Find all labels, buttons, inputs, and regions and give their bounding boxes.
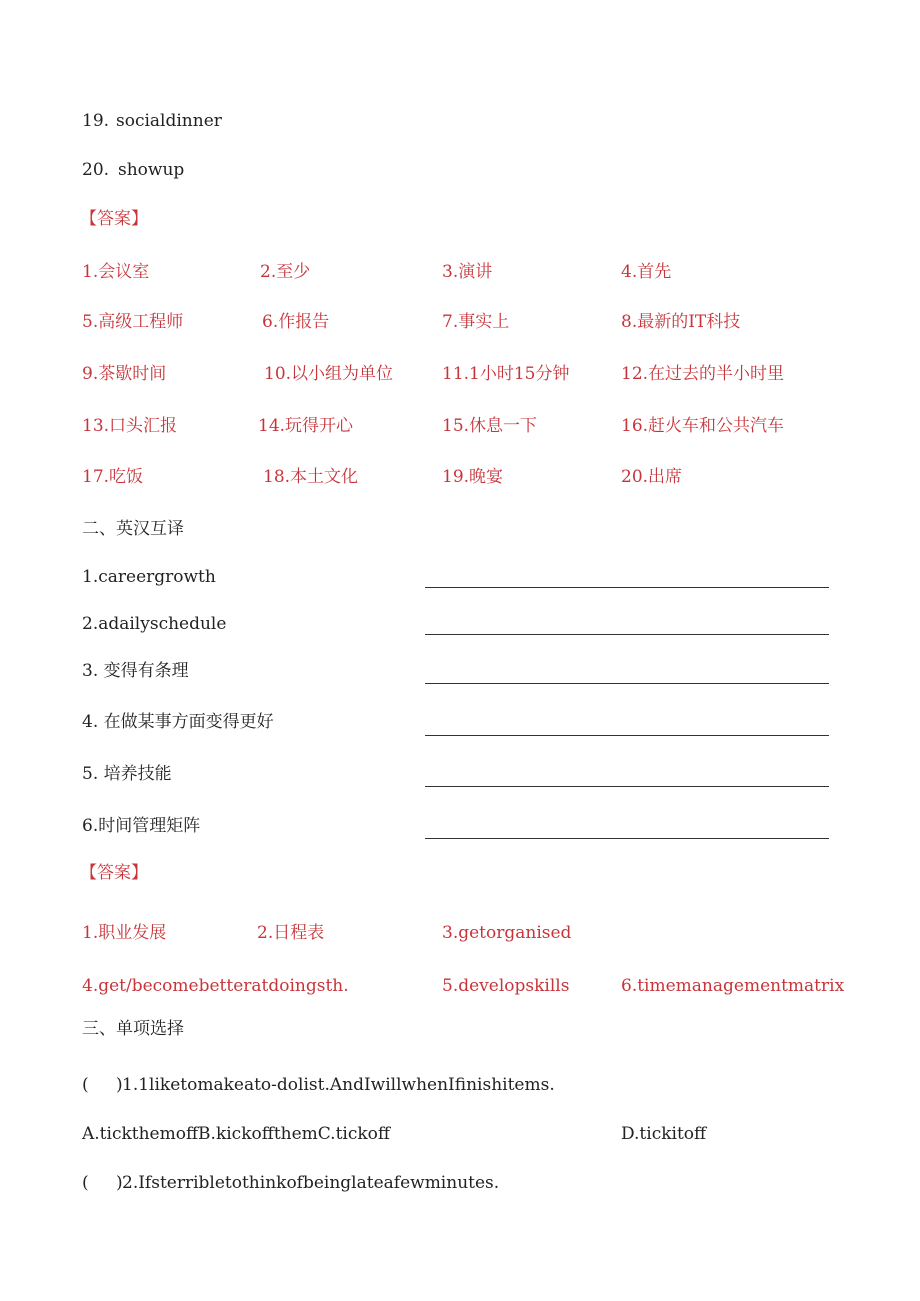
translate-item-1: 1.careergrowth (82, 567, 216, 587)
answer-1-20: 20.出席 (621, 467, 683, 487)
answer-1-7: 7.事实上 (442, 312, 510, 332)
answer-blank-line-5[interactable] (425, 786, 829, 787)
answer-1-18: 18.本土文化 (263, 467, 359, 487)
answer-1-19: 19.晚宴 (442, 467, 504, 487)
answer-1-17: 17.吃饭 (82, 467, 144, 487)
translate-item-6: 6.时间管理矩阵 (82, 816, 201, 836)
answer-1-3: 3.演讲 (442, 262, 493, 282)
question-1-close-paren: ) (116, 1075, 123, 1095)
answer-blank-line-6[interactable] (425, 838, 829, 839)
answer-1-8: 8.最新的IT科技 (621, 312, 741, 332)
answer-blank-line-2[interactable] (425, 634, 829, 635)
question-2-close-paren: ) (116, 1173, 123, 1193)
answer-label-2: 【答案】 (80, 863, 148, 883)
answer-2-5: 5.developskills (442, 976, 570, 996)
question-1-options-abc: A.tickthemoffB.kickoffthemC.tickoff (82, 1124, 390, 1144)
section-3-title: 三、单项选择 (82, 1019, 184, 1039)
answer-blank-line-4[interactable] (425, 735, 829, 736)
question-2-answer-blank[interactable] (96, 1175, 114, 1193)
question-2-text: 2.Ifsterribletothinkofbeinglateafewminutes. (122, 1173, 500, 1193)
answer-1-6: 6.作报告 (262, 312, 330, 332)
answer-1-1: 1.会议室 (82, 262, 150, 282)
answer-1-10: 10.以小组为单位 (264, 364, 394, 384)
answer-label-1: 【答案】 (80, 209, 148, 229)
answer-1-4: 4.首先 (621, 262, 672, 282)
section-2-title: 二、英汉互译 (82, 519, 184, 539)
question-1-text: 1.1liketomakeato-dolist.AndIwillwhenIfinishitems. (122, 1075, 555, 1095)
question-2-open-paren: ( (82, 1173, 89, 1193)
question-1-open-paren: ( (82, 1075, 89, 1095)
answer-2-2: 2.日程表 (257, 923, 325, 943)
answer-2-6: 6.timemanagementmatrix (621, 976, 845, 996)
vocab-item-20-text: showup (118, 160, 185, 180)
translate-item-3: 3. 变得有条理 (82, 661, 189, 681)
question-1-option-d: D.tickitoff (621, 1124, 707, 1144)
answer-2-3: 3.getorganised (442, 923, 572, 943)
answer-1-16: 16.赶火车和公共汽车 (621, 416, 785, 436)
answer-1-11: 11.1小时15分钟 (442, 364, 570, 384)
translate-item-2: 2.adailyschedule (82, 614, 227, 634)
vocab-item-19-num: 19. (82, 111, 110, 131)
vocab-item-20-num: 20. (82, 160, 110, 180)
question-1-answer-blank[interactable] (96, 1077, 114, 1095)
answer-1-12: 12.在过去的半小时里 (621, 364, 785, 384)
answer-blank-line-3[interactable] (425, 683, 829, 684)
answer-1-14: 14.玩得开心 (258, 416, 354, 436)
answer-1-13: 13.口头汇报 (82, 416, 178, 436)
answer-1-5: 5.高级工程师 (82, 312, 184, 332)
answer-blank-line-1[interactable] (425, 587, 829, 588)
answer-2-1: 1.职业发展 (82, 923, 167, 943)
answer-1-2: 2.至少 (260, 262, 311, 282)
vocab-item-19-text: socialdinner (116, 111, 222, 131)
translate-item-4: 4. 在做某事方面变得更好 (82, 712, 274, 732)
answer-1-15: 15.休息一下 (442, 416, 538, 436)
answer-2-4: 4.get/becomebetteratdoingsth. (82, 976, 349, 996)
answer-1-9: 9.茶歇时间 (82, 364, 167, 384)
translate-item-5: 5. 培养技能 (82, 764, 172, 784)
